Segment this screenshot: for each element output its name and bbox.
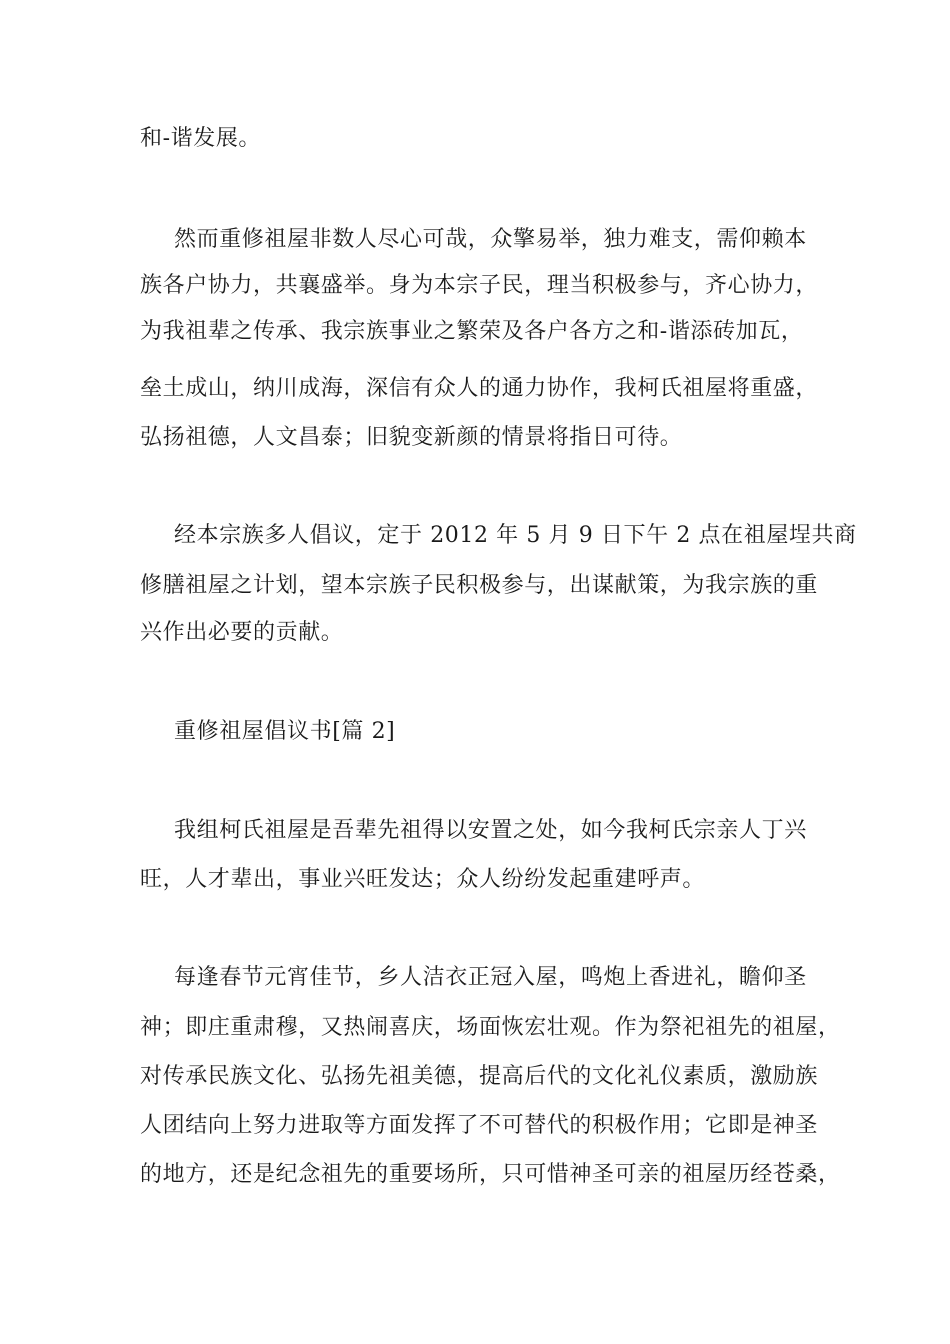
paragraph-line: 经本宗族多人倡议，定于 2012 年 5 月 9 日下午 2 点在祖屋埕共商 [174,523,857,548]
paragraph-line: 每逢春节元宵佳节，乡人洁衣正冠入屋，鸣炮上香进礼，瞻仰圣 [174,965,807,990]
text-line: 和-谐发展。 [140,126,262,151]
section-heading: 重修祖屋倡议书[篇 2] [174,719,396,744]
text-line: 弘扬祖德，人文昌泰；旧貌变新颜的情景将指日可待。 [140,425,683,450]
text-line: 族各户协力，共襄盛举。身为本宗子民，理当积极参与，齐心协力， [140,273,819,298]
text-line: 旺，人才辈出，事业兴旺发达；众人纷纷发起重建呼声。 [140,867,706,892]
text-line: 为我祖辈之传承、我宗族事业之繁荣及各户各方之和-谐添砖加瓦， [140,319,804,344]
text-line: 修膳祖屋之计划，望本宗族子民积极参与，出谋献策，为我宗族的重 [140,573,819,598]
text-line: 的地方，还是纪念祖先的重要场所，只可惜神圣可亲的祖屋历经苍桑， [140,1162,841,1187]
text-line: 人团结向上努力进取等方面发挥了不可替代的积极作用；它即是神圣 [140,1113,819,1138]
text-line: 神；即庄重肃穆，又热闹喜庆，场面恢宏壮观。作为祭祀祖先的祖屋， [140,1015,841,1040]
text-line: 对传承民族文化、弘扬先祖美德，提高后代的文化礼仪素质，激励族 [140,1064,819,1089]
text-line: 兴作出必要的贡献。 [140,620,344,645]
paragraph-line: 我组柯氏祖屋是吾辈先祖得以安置之处，如今我柯氏宗亲人丁兴 [174,818,807,843]
text-line: 垒土成山，纳川成海，深信有众人的通力协作，我柯氏祖屋将重盛， [140,376,819,401]
paragraph-line: 然而重修祖屋非数人尽心可哉，众擎易举，独力难支，需仰赖本 [174,227,807,252]
